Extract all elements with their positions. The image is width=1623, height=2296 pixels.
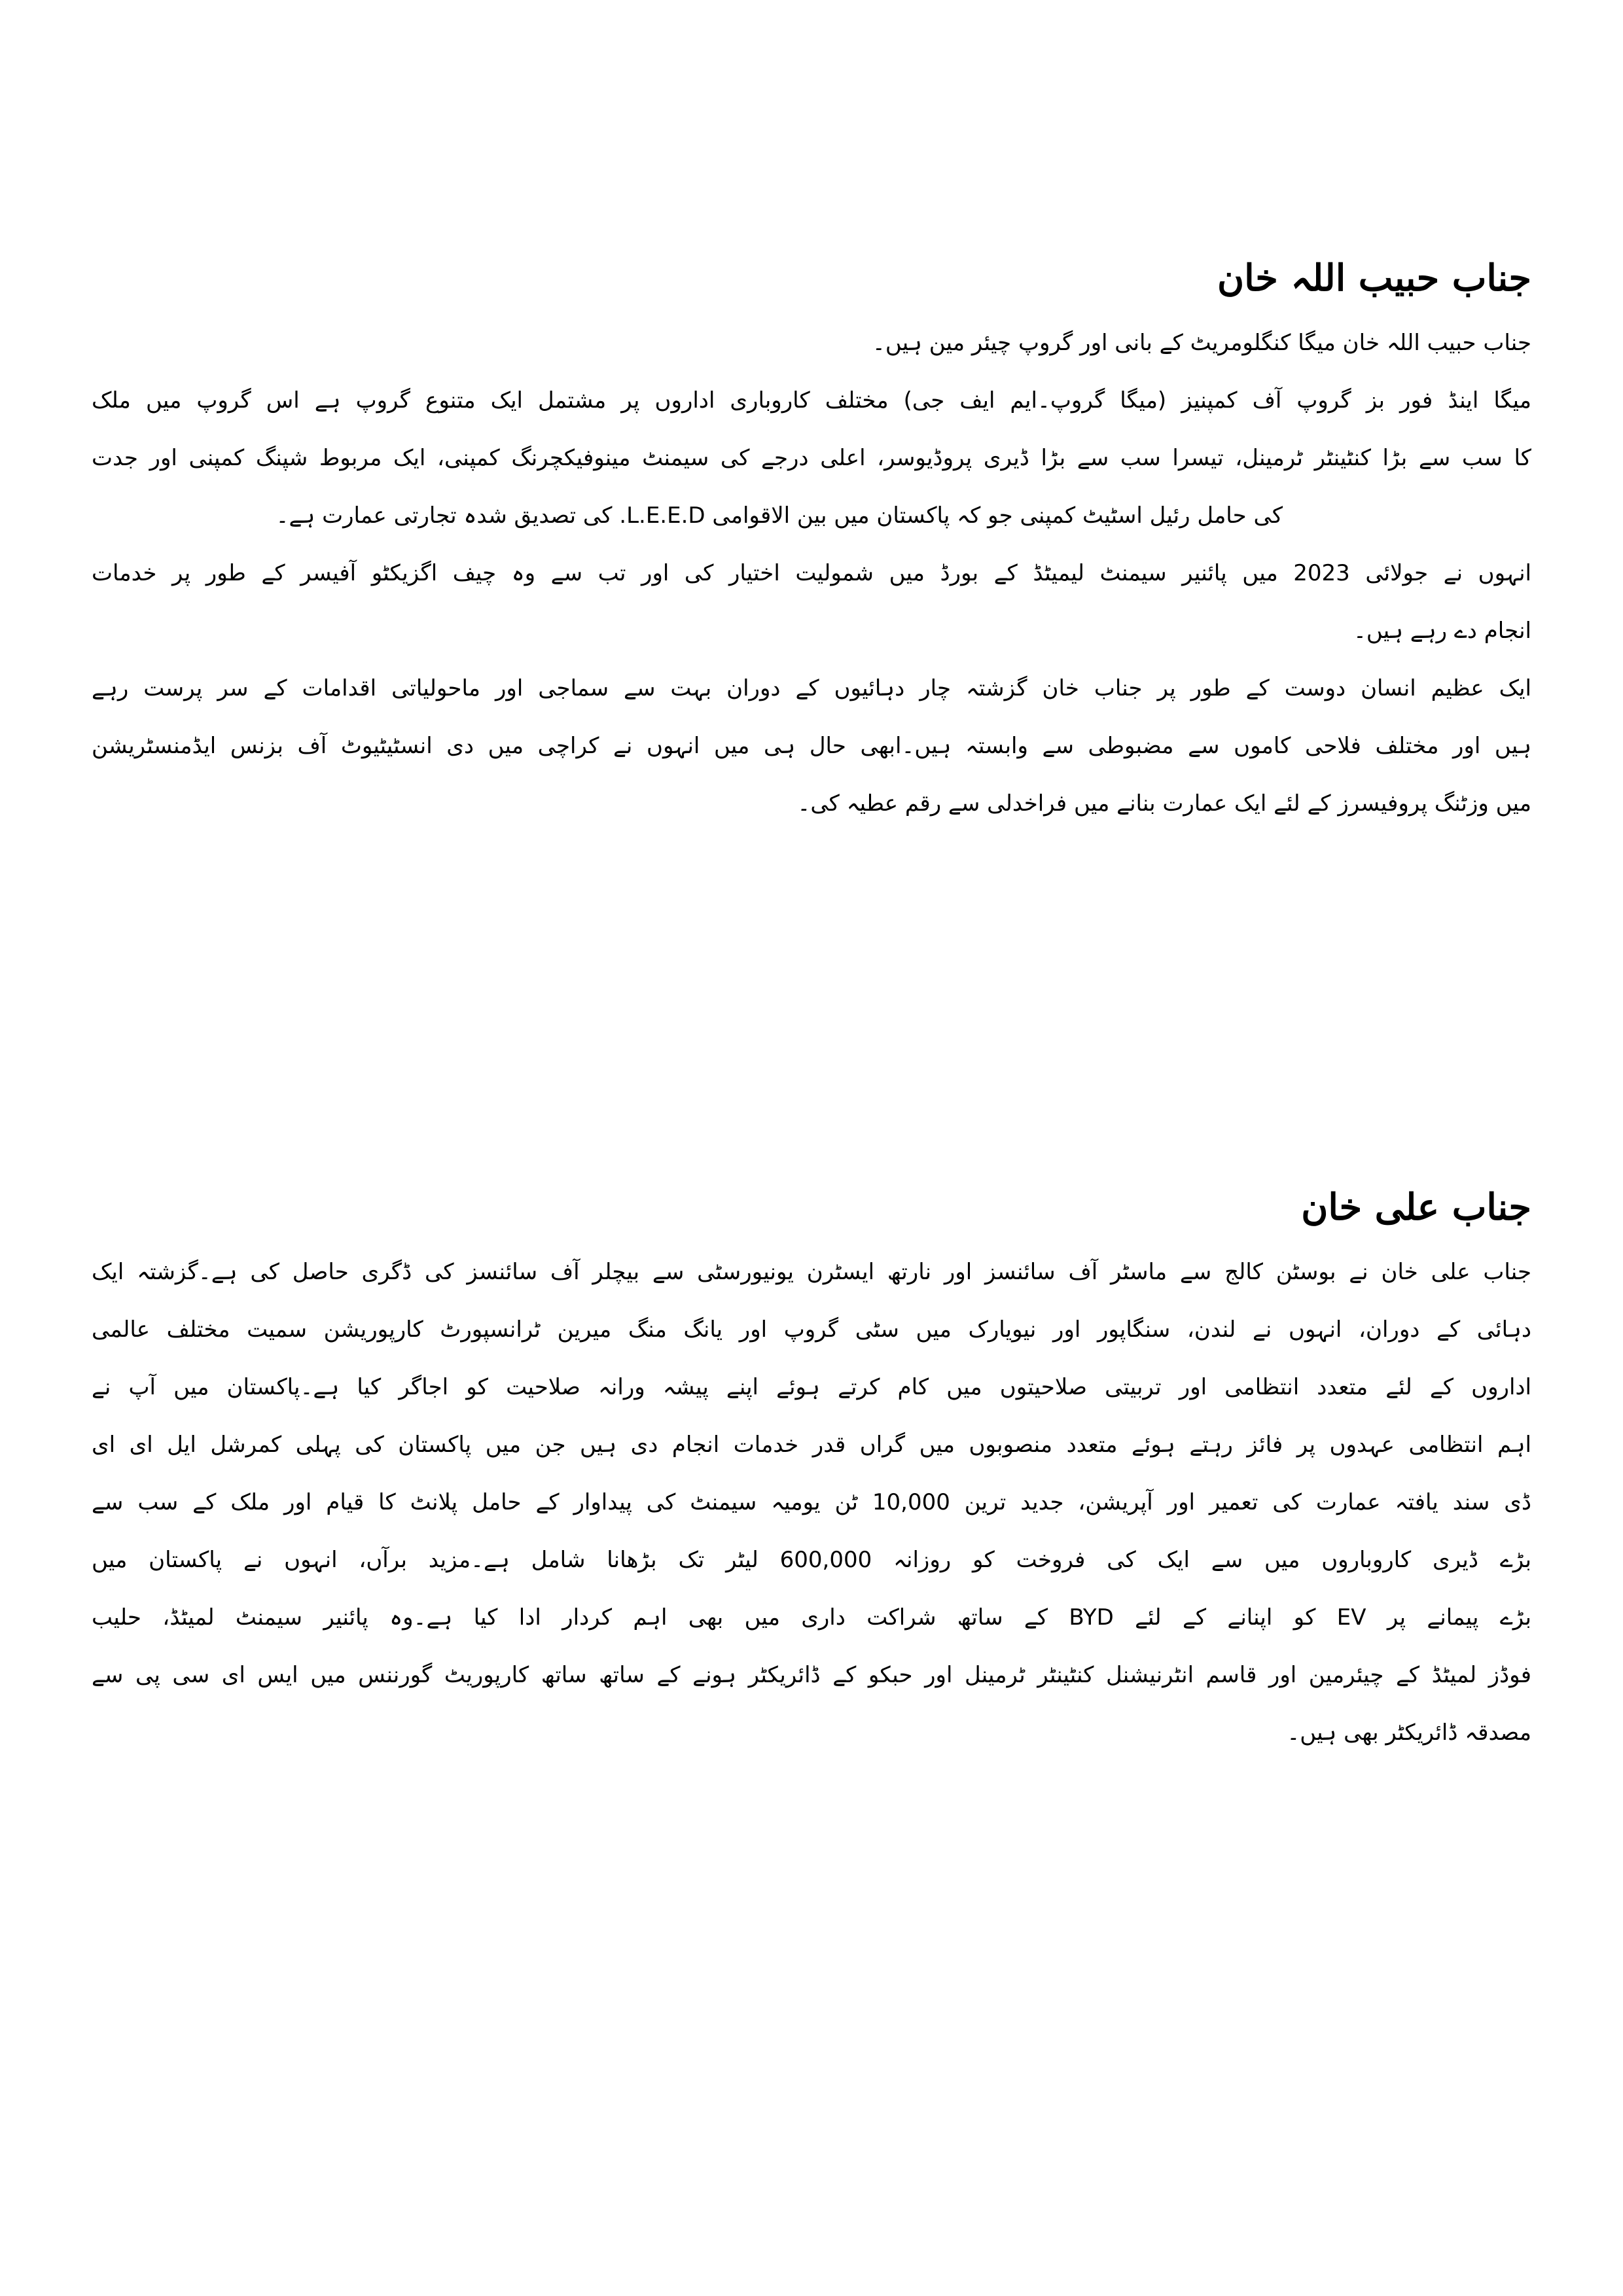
paragraph-line: ڈی سند یافتہ عمارت کی تعمیر اور آپریشن، جدید ترین 10,000 ٹن یومیہ سیمنٹ کی پیداوار کے حامل پلانٹ کا قیام اور ملک کے سب سے xyxy=(92,1489,1532,1515)
paragraph-line: انجام دے رہے ہیں۔ xyxy=(1353,618,1531,644)
paragraph-line: بڑے ڈیری کاروباروں میں سے ایک کی فروخت کو روزانہ 600,000 لیٹر تک بڑھانا شامل ہے۔مزید برآں، انہوں نے پاکستان میں xyxy=(92,1547,1531,1573)
paragraph-line: جناب حبیب اللہ خان میگا کنگلومریٹ کے بانی اور گروپ چیئر مین ہیں۔ xyxy=(872,330,1531,356)
paragraph-line: میگا اینڈ فور بز گروپ آف کمپنیز (میگا گروپ۔ایم ایف جی) مختلف کاروباری اداروں پر مشتمل ایک متنوع گروپ ہے اس گروپ میں ملک xyxy=(92,387,1531,414)
profile-section-ali-khan xyxy=(92,1178,1531,1761)
paragraph-line: مصدقہ ڈائریکٹر بھی ہیں۔ xyxy=(1287,1720,1531,1746)
paragraph-line: میں وزٹنگ پروفیسرز کے لئے ایک عمارت بنانے میں فراخدلی سے رقم عطیہ کی۔ xyxy=(797,790,1531,817)
paragraph-line: ایک عظیم انسان دوست کے طور پر جناب خان گزشتہ چار دہائیوں کے دوران بہت سے سماجی اور ماحولیاتی اقدامات کے سر پرست رہے xyxy=(92,675,1531,701)
paragraph-line: فوڈز لمیٹڈ کے چیئرمین اور قاسم انٹرنیشنل کنٹینٹر ٹرمینل اور حبکو کے ڈائریکٹر ہونے کے ساتھ ساتھ کارپوریٹ گورننس میں ایس ای سی پی سے xyxy=(92,1662,1531,1688)
paragraph-line: ہیں اور مختلف فلاحی کاموں سے مضبوطی سے وابستہ ہیں۔ابھی حال ہی میں انہوں نے کراچی میں دی انسٹیٹیوٹ آف بزنس ایڈمنسٹریشن xyxy=(92,733,1531,759)
paragraph-line: اہم انتظامی عہدوں پر فائز رہتے ہوئے متعدد منصوبوں میں گراں قدر خدمات انجام دی ہیں جن میں پاکستان کی پہلی کمرشل ایل ای ای xyxy=(92,1432,1531,1458)
paragraph-line: انہوں نے جولائی 2023 میں پائنیر سیمنٹ لیمیٹڈ کے بورڈ میں شمولیت اختیار کی اور تب سے وہ چیف اگزیکٹو آفیسر کے طور پر خدمات xyxy=(92,560,1531,586)
paragraph-line: کا سب سے بڑا کنٹینٹر ٹرمینل، تیسرا سب سے بڑا ڈیری پروڈیوسر، اعلی درجے کی سیمنٹ مینوفیکچرنگ کمپنی، ایک مربوط شپنگ کمپنی اور جدت xyxy=(92,445,1531,471)
paragraph-line: اداروں کے لئے متعدد انتظامی اور تربیتی صلاحیتوں میں کام کرتے ہوئے اپنے پیشہ ورانہ صلاحیت کو اجاگر کیا ہے۔پاکستان میں آپ نے xyxy=(92,1374,1531,1400)
section-heading: جناب علی خان xyxy=(1301,1186,1531,1229)
paragraph-line: کی حامل رئیل اسٹیٹ کمپنی جو کہ پاکستان میں بین الاقوامی L.E.E.D. کی تصدیق شدہ تجارتی عمارت ہے۔ xyxy=(276,503,1283,529)
paragraph-line: جناب علی خان نے بوسٹن کالج سے ماسٹر آف سائنسز اور نارتھ ایسٹرن یونیورسٹی سے بیچلر آف سائنسز کی ڈگری حاصل کی ہے۔گزشتہ ایک xyxy=(92,1259,1531,1285)
profile-section-habibullah-khan xyxy=(92,249,1531,832)
paragraph-line: بڑے پیمانے پر EV کو اپنانے کے لئے BYD کے ساتھ شراکت داری میں بھی اہم کردار ادا کیا ہے۔وہ پائنیر سیمنٹ لمیٹڈ، حلیب xyxy=(92,1604,1531,1631)
paragraph-line: دہائی کے دوران، انہوں نے لندن، سنگاپور اور نیویارک میں سٹی گروپ اور یانگ منگ میرین ٹرانسپورٹ کارپوریشن سمیت مختلف عالمی xyxy=(92,1316,1531,1343)
section-heading: جناب حبیب اللہ خان xyxy=(1217,256,1531,300)
